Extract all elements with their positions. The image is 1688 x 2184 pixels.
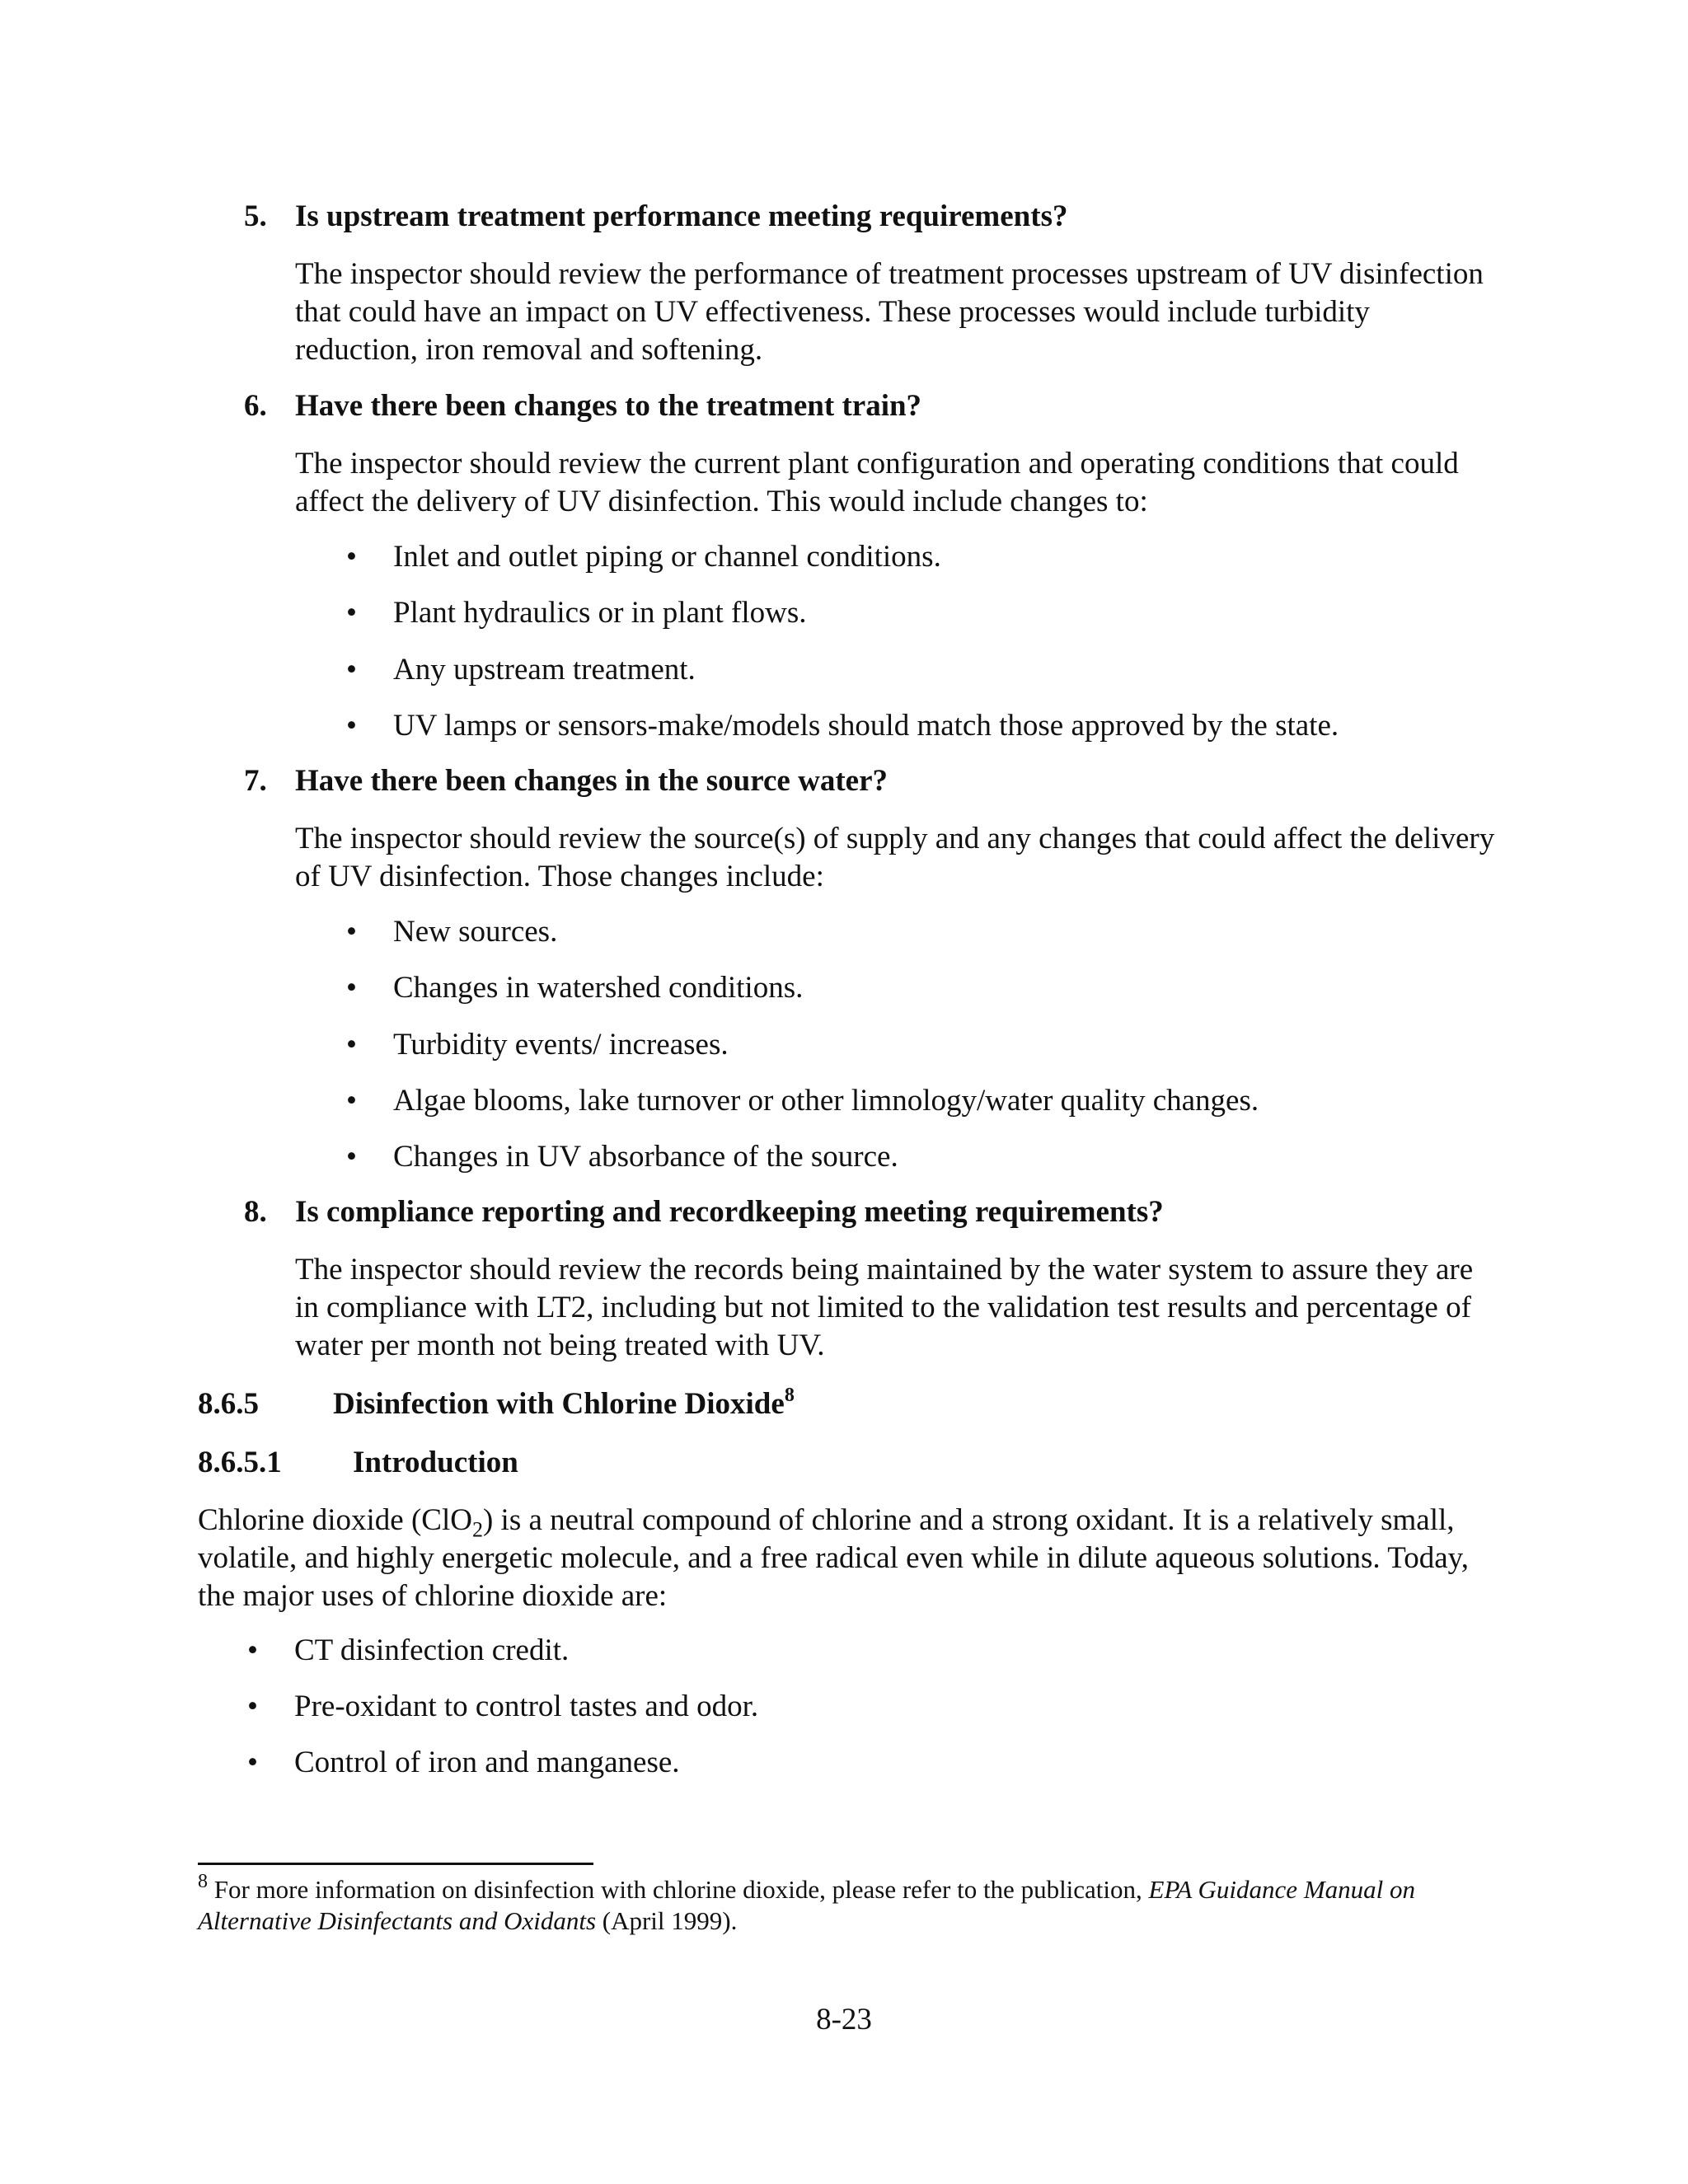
- list-item-text: CT disinfection credit.: [294, 1633, 570, 1667]
- bullet-icon: •: [346, 540, 357, 574]
- bullet-icon: •: [346, 971, 357, 1005]
- bullet-icon: •: [247, 1690, 258, 1723]
- question-number: 6.: [244, 389, 267, 423]
- list-item-text: Changes in UV absorbance of the source.: [393, 1140, 898, 1174]
- list-item-text: Inlet and outlet piping or channel conditions.: [393, 540, 941, 574]
- bullet-icon: •: [346, 709, 357, 743]
- bullet-icon: •: [247, 1746, 258, 1779]
- list-item-text: Changes in watershed conditions.: [393, 971, 804, 1005]
- bullet-icon: •: [346, 915, 357, 949]
- subsection-title: Introduction: [353, 1446, 518, 1479]
- section-title: [333, 1385, 795, 1423]
- list-item-text: Turbidity events/ increases.: [393, 1028, 729, 1062]
- question-heading: Have there been changes in the source water?: [295, 764, 888, 798]
- subsection-number: 8.6.5.1: [198, 1446, 282, 1479]
- question-number: 7.: [244, 764, 267, 798]
- intro-text-rest: ) is a neutral compound of chlorine and a strong oxidant. It is a relatively small, volatile, and highly energetic molecule, and a free radical even while in dilute aqueous solutions. Today, the major uses of chlorine dioxide are:: [198, 1503, 1470, 1613]
- footnote-mark: 8: [198, 1870, 208, 1892]
- intro-text-start: Chlorine dioxide (ClO: [198, 1503, 472, 1537]
- footnote: [198, 1870, 1500, 1937]
- bullet-icon: •: [346, 1140, 357, 1174]
- section-number: 8.6.5: [198, 1387, 259, 1421]
- bullet-icon: •: [346, 1028, 357, 1062]
- question-heading: Is upstream treatment performance meeting requirements?: [295, 199, 1068, 233]
- question-heading: Is compliance reporting and recordkeeping meeting requirements?: [295, 1195, 1164, 1229]
- bullet-icon: •: [346, 596, 357, 630]
- footnote-publication-title: EPA Guidance Manual on Alternative Disinfectants and Oxidants: [198, 1875, 1416, 1935]
- intro-paragraph: [198, 1502, 1500, 1615]
- question-body: The inspector should review the records being maintained by the water system to assure they are in compliance with LT2, including but not limited to the validation test results and percentage of water per month not being treated with UV.: [295, 1253, 1474, 1362]
- list-item-text: Control of iron and manganese.: [294, 1746, 680, 1779]
- bullet-icon: •: [346, 653, 357, 687]
- question-body: The inspector should review the source(s) of supply and any changes that could affect the delivery of UV disinfection. Those changes include:: [295, 822, 1495, 893]
- list-item-text: Plant hydraulics or in plant flows.: [393, 596, 807, 630]
- list-item-text: New sources.: [393, 915, 558, 949]
- formula-subscript: 2: [471, 1517, 483, 1542]
- list-item-text: Algae blooms, lake turnover or other limnology/water quality changes.: [393, 1084, 1259, 1118]
- footnote-date: (April 1999).: [596, 1906, 738, 1935]
- question-heading: Have there been changes to the treatment train?: [295, 389, 922, 423]
- list-item-text: Pre-oxidant to control tastes and odor.: [294, 1690, 759, 1723]
- footnote-divider: [198, 1863, 593, 1865]
- list-item-text: Any upstream treatment.: [393, 653, 696, 687]
- section-title-text: Disinfection with Chlorine Dioxide: [333, 1387, 785, 1421]
- list-item-text: UV lamps or sensors-make/models should match those approved by the state.: [393, 709, 1339, 743]
- bullet-icon: •: [247, 1633, 258, 1667]
- footnote-reference: 8: [784, 1384, 795, 1406]
- footnote-text: For more information on disinfection with chlorine dioxide, please refer to the publication,: [213, 1875, 1149, 1904]
- question-number: 5.: [244, 199, 267, 233]
- question-body: The inspector should review the current plant configuration and operating conditions that could affect the delivery of UV disinfection. This would include changes to:: [295, 447, 1459, 518]
- question-number: 8.: [244, 1195, 267, 1229]
- bullet-icon: •: [346, 1084, 357, 1118]
- question-body: The inspector should review the performance of treatment processes upstream of UV disinfection that could have an impact on UV effectiveness. These processes would include turbidity reduction, iron removal and softening.: [295, 257, 1484, 367]
- page-number: 8-23: [816, 2003, 872, 2036]
